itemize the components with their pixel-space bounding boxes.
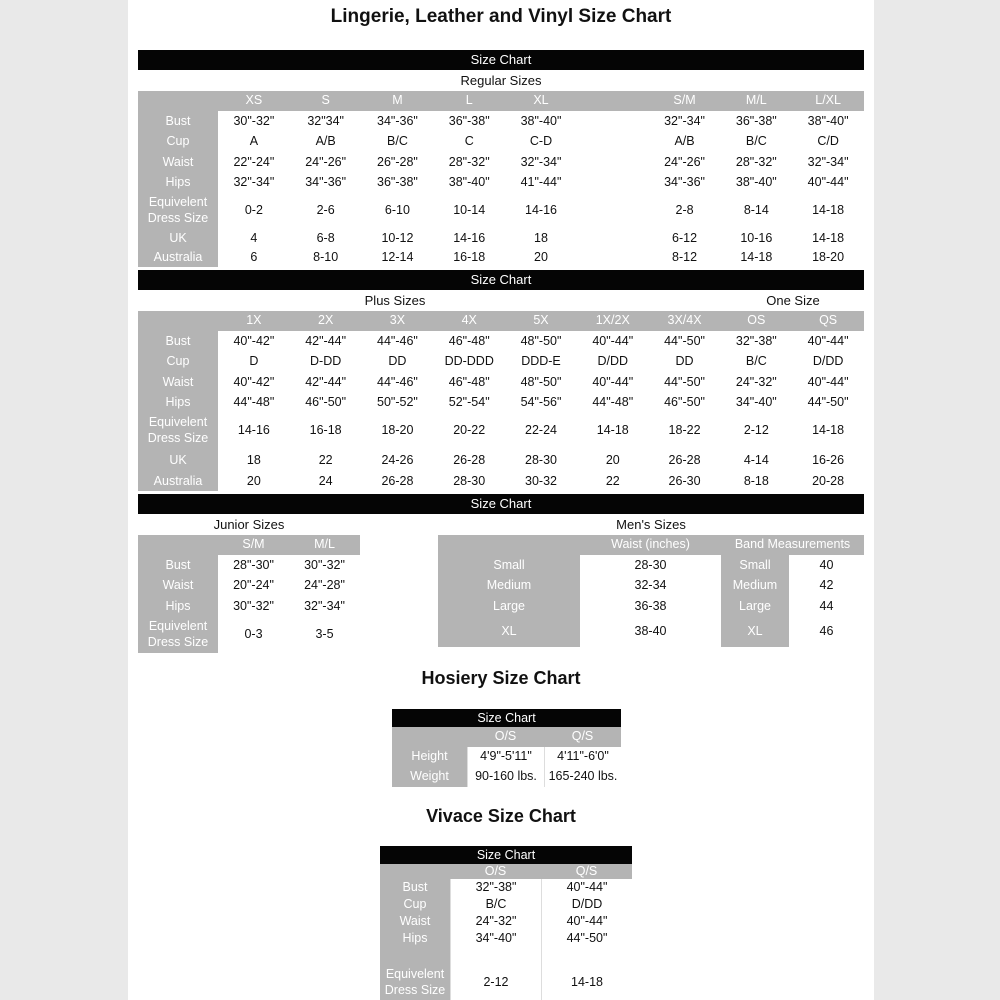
dress-size-cell: 2-12 (450, 966, 541, 1000)
size-value-cell: 18-22 (649, 413, 721, 449)
size-column-header: O/S (467, 727, 544, 747)
row-label-australia: Australia (138, 473, 218, 491)
size-value-cell: 30"-32" (218, 111, 290, 132)
regular-size-chart-bar: Size Chart (138, 50, 864, 70)
size-value-cell: 14-16 (505, 193, 577, 229)
size-value-cell: 48"-50" (505, 331, 577, 352)
size-value-cell: 42"-44" (290, 372, 362, 393)
size-value-cell: 14-18 (792, 193, 864, 229)
size-value-cell: A/B (290, 132, 362, 152)
size-value-cell: 18 (218, 449, 290, 473)
page-title: Lingerie, Leather and Vinyl Size Chart (330, 6, 672, 27)
header-corner (138, 91, 218, 111)
size-value-cell: 36"-38" (720, 111, 792, 132)
size-column-header: Q/S (544, 727, 621, 747)
size-column-header: S/M (218, 535, 289, 555)
mens-size-label: Large (438, 596, 580, 617)
size-value-cell: D (218, 352, 290, 372)
size-value-cell: 26-28 (362, 473, 434, 491)
row-label-australia: Australia (138, 249, 218, 267)
size-value-cell: 34"-40" (450, 930, 541, 947)
size-value-cell: 8-14 (720, 193, 792, 229)
size-value-cell: 20-22 (433, 413, 505, 449)
size-value-cell: 4 (218, 229, 290, 249)
size-value-cell: 40"-44" (792, 331, 864, 352)
mens-waist-cell: 32-34 (580, 576, 721, 596)
size-value-cell: D-DD (290, 352, 362, 372)
size-value-cell: 40"-42" (218, 372, 290, 393)
row-label-dress: Equivelent Dress Size (138, 617, 218, 653)
weight-value-cell: 165-240 lbs. (544, 767, 621, 787)
vivace-title: Vivace Size Chart (426, 806, 576, 826)
height-value-cell: 4'11"-6'0" (544, 747, 621, 767)
size-value-cell: 46"-48" (433, 372, 505, 393)
size-value-cell: D/DD (577, 352, 649, 372)
size-value-cell: 24 (290, 473, 362, 491)
header-corner (438, 535, 580, 555)
size-value-cell: 20 (505, 249, 577, 267)
size-value-cell: 38"-40" (792, 111, 864, 132)
size-value-cell: C (433, 132, 505, 152)
size-value-cell: 34"-36" (649, 173, 721, 193)
size-value-cell: 26-28 (433, 449, 505, 473)
row-label-waist: Waist (138, 152, 218, 173)
mens-sizes-table (438, 535, 864, 647)
size-value-cell: 34"-36" (290, 173, 362, 193)
junior-sizes-heading: Junior Sizes (213, 517, 285, 532)
size-value-cell: 14-18 (792, 229, 864, 249)
size-value-cell: 14-16 (433, 229, 505, 249)
size-value-cell: 28"-32" (720, 152, 792, 173)
size-value-cell: A/B (649, 132, 721, 152)
size-value-cell: 22 (577, 473, 649, 491)
size-column-header: 4X (433, 311, 505, 331)
size-value-cell: 22"-24" (218, 152, 290, 173)
size-column-header: 1X/2X (577, 311, 649, 331)
size-column-header: M (362, 91, 434, 111)
size-value-cell: 18 (505, 229, 577, 249)
row-label-hips: Hips (138, 393, 218, 413)
size-value-cell: 30"-32" (289, 555, 360, 576)
hosiery-title: Hosiery Size Chart (421, 668, 581, 688)
size-value-cell: C/D (792, 132, 864, 152)
row-label-waist: Waist (138, 576, 218, 596)
size-value-cell: 12-14 (362, 249, 434, 267)
size-value-cell: 22 (290, 449, 362, 473)
row-label-waist: Waist (138, 372, 218, 393)
size-column-header: 1X (218, 311, 290, 331)
row-label-hips: Hips (138, 596, 218, 617)
size-value-cell: 28"-30" (218, 555, 289, 576)
row-label-hips: Hips (138, 173, 218, 193)
size-value-cell: 44"-46" (362, 331, 434, 352)
size-value-cell: 14-18 (792, 413, 864, 449)
size-value-cell: D/DD (792, 352, 864, 372)
size-value-cell: 14-18 (577, 413, 649, 449)
size-value-cell: 24-26 (362, 449, 434, 473)
size-value-cell: 2-8 (649, 193, 721, 229)
size-column-header: 5X (505, 311, 577, 331)
spacer-label (380, 947, 450, 966)
size-value-cell: 14-18 (720, 249, 792, 267)
size-value-cell: 32"-34" (649, 111, 721, 132)
row-label-dress: Equivelent Dress Size (380, 966, 450, 1000)
size-value-cell: 2-6 (290, 193, 362, 229)
size-column-header: XL (505, 91, 577, 111)
size-value-cell (577, 173, 649, 193)
size-value-cell: 2-12 (720, 413, 792, 449)
size-value-cell: DD-DDD (433, 352, 505, 372)
mens-band-cell: 40 (789, 555, 864, 576)
size-value-cell: 26"-28" (362, 152, 434, 173)
size-column-header: 3X/4X (649, 311, 721, 331)
size-value-cell: 24"-32" (450, 913, 541, 930)
mens-band-cell: 44 (789, 596, 864, 617)
mens-waist-cell: 36-38 (580, 596, 721, 617)
size-value-cell: 3-5 (289, 617, 360, 653)
plus-size-chart-bar: Size Chart (138, 270, 864, 290)
mens-waist-cell: 38-40 (580, 617, 721, 647)
size-column-header: S/M (649, 91, 721, 111)
size-value-cell: 32"-34" (289, 596, 360, 617)
mens-waist-cell: 28-30 (580, 555, 721, 576)
size-column-header: L (433, 91, 505, 111)
size-column-header: S (290, 91, 362, 111)
size-column-header: 3X (362, 311, 434, 331)
size-value-cell: 42"-44" (290, 331, 362, 352)
row-label-bust: Bust (138, 331, 218, 352)
mens-band-size-label: Large (721, 596, 789, 617)
size-value-cell: 26-30 (649, 473, 721, 491)
row-label-weight: Weight (392, 767, 467, 787)
size-value-cell: 28"-32" (433, 152, 505, 173)
mens-size-label: Small (438, 555, 580, 576)
size-value-cell (577, 193, 649, 229)
size-value-cell: 16-18 (290, 413, 362, 449)
mens-band-size-label: XL (721, 617, 789, 647)
size-value-cell: 20"-24" (218, 576, 289, 596)
size-value-cell: 54"-56" (505, 393, 577, 413)
size-value-cell: 44"-50" (649, 331, 721, 352)
size-value-cell: 20 (218, 473, 290, 491)
mens-band-cell: 46 (789, 617, 864, 647)
size-value-cell: B/C (362, 132, 434, 152)
row-label-dress: Equivelent Dress Size (138, 193, 218, 229)
size-value-cell: 34"-36" (362, 111, 434, 132)
size-value-cell: 41"-44" (505, 173, 577, 193)
weight-value-cell: 90-160 lbs. (467, 767, 544, 787)
size-value-cell: 6 (218, 249, 290, 267)
size-value-cell: 8-18 (720, 473, 792, 491)
size-value-cell: 40"-44" (577, 372, 649, 393)
hosiery-size-table (392, 727, 621, 787)
size-value-cell: 6-12 (649, 229, 721, 249)
size-value-cell (577, 249, 649, 267)
size-value-cell: 36"-38" (362, 173, 434, 193)
size-value-cell (577, 132, 649, 152)
size-value-cell: 24"-28" (289, 576, 360, 596)
size-value-cell: 44"-46" (362, 372, 434, 393)
dress-size-cell: 14-18 (541, 966, 632, 1000)
size-value-cell: 6-10 (362, 193, 434, 229)
size-value-cell: 44"-48" (577, 393, 649, 413)
size-value-cell: 24"-32" (720, 372, 792, 393)
size-value-cell: 16-26 (792, 449, 864, 473)
size-value-cell: 10-14 (433, 193, 505, 229)
row-label-cup: Cup (380, 896, 450, 913)
junior-sizes-table (138, 535, 360, 653)
row-label-bust: Bust (138, 555, 218, 576)
size-value-cell (577, 229, 649, 249)
size-value-cell: 32"34" (290, 111, 362, 132)
size-value-cell: 0-3 (218, 617, 289, 653)
size-value-cell: 44"-48" (218, 393, 290, 413)
mens-band-size-label: Medium (721, 576, 789, 596)
size-value-cell: 32"-38" (720, 331, 792, 352)
size-chart-page (128, 0, 874, 1000)
size-column-header: OS (720, 311, 792, 331)
height-value-cell: 4'9"-5'11" (467, 747, 544, 767)
size-value-cell: 30"-32" (218, 596, 289, 617)
mens-size-label: XL (438, 617, 580, 647)
row-label-height: Height (392, 747, 467, 767)
size-column-header: M/L (720, 91, 792, 111)
size-value-cell: 38"-40" (505, 111, 577, 132)
size-value-cell: 44"-50" (541, 930, 632, 947)
plus-sizes-heading: Plus Sizes (364, 293, 426, 308)
one-size-heading: One Size (766, 293, 820, 308)
size-value-cell: 32"-34" (218, 173, 290, 193)
size-value-cell: 38"-40" (433, 173, 505, 193)
size-value-cell: DD (362, 352, 434, 372)
size-value-cell: 6-8 (290, 229, 362, 249)
row-label-bust: Bust (138, 111, 218, 132)
junior-mens-size-chart-bar: Size Chart (138, 494, 864, 514)
size-value-cell: 44"-50" (792, 393, 864, 413)
size-value-cell: 34"-40" (720, 393, 792, 413)
size-column-header: XS (218, 91, 290, 111)
mens-size-label: Medium (438, 576, 580, 596)
size-value-cell: 32"-38" (450, 879, 541, 896)
size-value-cell: B/C (720, 352, 792, 372)
size-value-cell: 8-10 (290, 249, 362, 267)
row-label-bust: Bust (380, 879, 450, 896)
size-value-cell: A (218, 132, 290, 152)
size-column-header: M/L (289, 535, 360, 555)
band-header: Band Measurements (721, 535, 864, 555)
size-column-header: QS (792, 311, 864, 331)
size-value-cell: 28-30 (505, 449, 577, 473)
waist-header: Waist (inches) (580, 535, 721, 555)
mens-band-size-label: Small (721, 555, 789, 576)
size-value-cell: 14-16 (218, 413, 290, 449)
size-value-cell: 24"-26" (649, 152, 721, 173)
size-value-cell: 40"-44" (792, 372, 864, 393)
size-value-cell: 4-14 (720, 449, 792, 473)
size-value-cell: 48"-50" (505, 372, 577, 393)
size-column-header: 2X (290, 311, 362, 331)
size-value-cell: DDD-E (505, 352, 577, 372)
vivace-size-table (380, 864, 632, 1000)
size-value-cell: 40"-42" (218, 331, 290, 352)
size-value-cell: 32"-34" (505, 152, 577, 173)
size-value-cell: 20-28 (792, 473, 864, 491)
size-value-cell: 36"-38" (433, 111, 505, 132)
size-value-cell: 46"-50" (290, 393, 362, 413)
size-value-cell (577, 152, 649, 173)
size-value-cell: 26-28 (649, 449, 721, 473)
header-corner (138, 311, 218, 331)
row-label-uk: UK (138, 449, 218, 473)
size-value-cell: 32"-34" (792, 152, 864, 173)
size-value-cell: 50"-52" (362, 393, 434, 413)
size-value-cell: DD (649, 352, 721, 372)
size-value-cell: 10-16 (720, 229, 792, 249)
header-corner (138, 535, 218, 555)
vivace-size-chart-bar: Size Chart (380, 846, 632, 864)
size-value-cell: 28-30 (433, 473, 505, 491)
header-corner (380, 864, 450, 879)
header-corner (392, 727, 467, 747)
mens-sizes-heading: Men's Sizes (616, 517, 686, 532)
size-value-cell: B/C (720, 132, 792, 152)
size-value-cell: 18-20 (792, 249, 864, 267)
row-label-uk: UK (138, 229, 218, 249)
row-label-cup: Cup (138, 132, 218, 152)
size-value-cell: 38"-40" (720, 173, 792, 193)
size-column-header: Q/S (541, 864, 632, 879)
size-column-header (577, 91, 649, 111)
size-value-cell: 44"-50" (649, 372, 721, 393)
size-value-cell: 30-32 (505, 473, 577, 491)
size-value-cell: B/C (450, 896, 541, 913)
size-value-cell: 52"-54" (433, 393, 505, 413)
size-value-cell: 24"-26" (290, 152, 362, 173)
size-value-cell: 40"-44" (541, 879, 632, 896)
size-value-cell: 46"-50" (649, 393, 721, 413)
regular-sizes-table (138, 91, 864, 267)
size-value-cell: 40"-44" (541, 913, 632, 930)
spacer-cell (541, 947, 632, 966)
size-value-cell: C-D (505, 132, 577, 152)
size-value-cell: 18-20 (362, 413, 434, 449)
size-value-cell (577, 111, 649, 132)
size-value-cell: 0-2 (218, 193, 290, 229)
spacer-cell (450, 947, 541, 966)
mens-band-cell: 42 (789, 576, 864, 596)
size-column-header: O/S (450, 864, 541, 879)
size-value-cell: 10-12 (362, 229, 434, 249)
size-value-cell: 16-18 (433, 249, 505, 267)
size-column-header: L/XL (792, 91, 864, 111)
hosiery-size-chart-bar: Size Chart (392, 709, 621, 727)
size-value-cell: 22-24 (505, 413, 577, 449)
size-value-cell: 20 (577, 449, 649, 473)
row-label-hips: Hips (380, 930, 450, 947)
row-label-waist: Waist (380, 913, 450, 930)
size-value-cell: 46"-48" (433, 331, 505, 352)
row-label-cup: Cup (138, 352, 218, 372)
size-value-cell: 40"-44" (577, 331, 649, 352)
plus-sizes-table (138, 311, 864, 491)
size-value-cell: D/DD (541, 896, 632, 913)
size-value-cell: 40"-44" (792, 173, 864, 193)
regular-sizes-heading: Regular Sizes (460, 73, 542, 88)
row-label-dress: Equivelent Dress Size (138, 413, 218, 449)
size-value-cell: 8-12 (649, 249, 721, 267)
